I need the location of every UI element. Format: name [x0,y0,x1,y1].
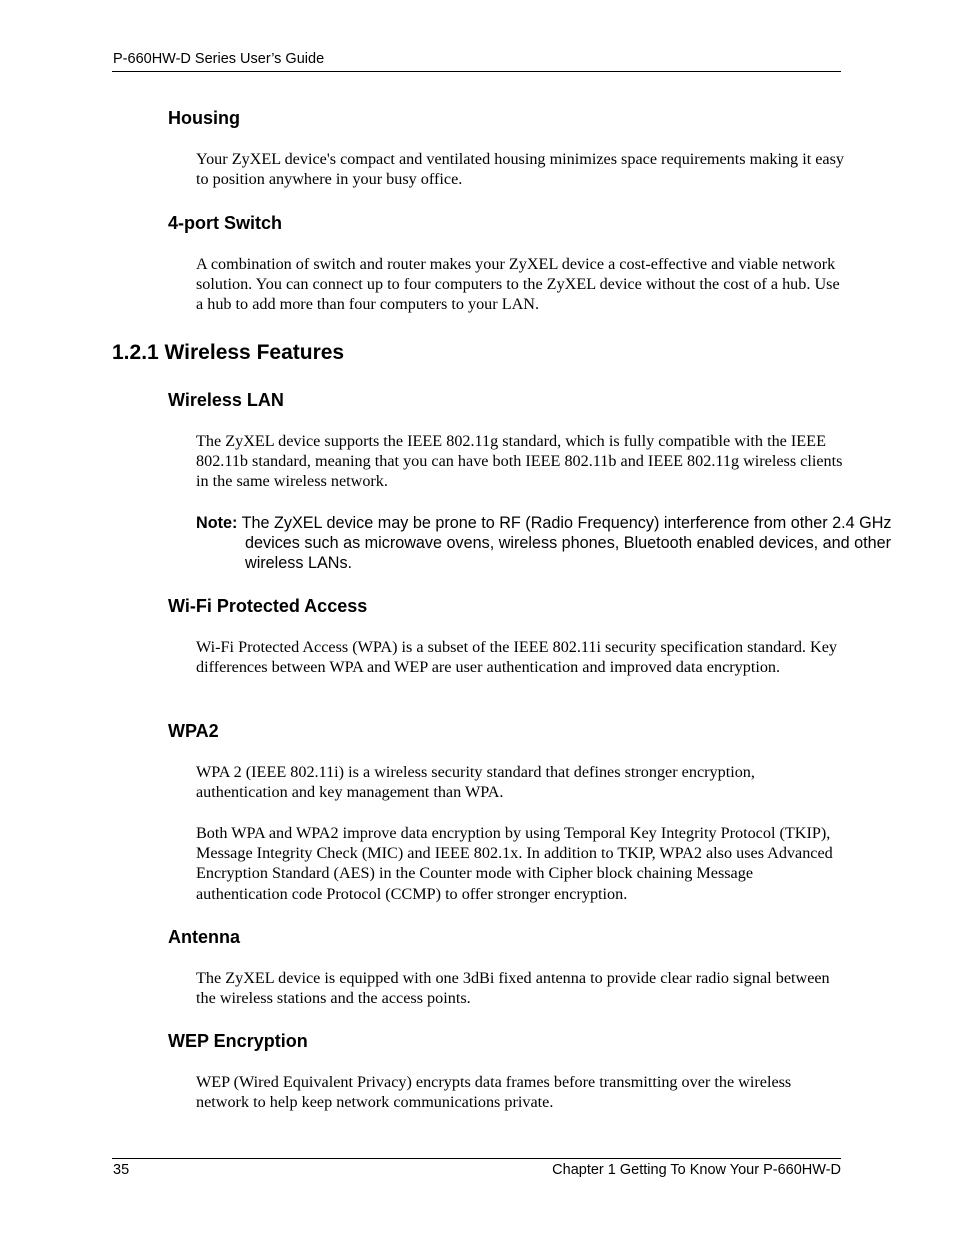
heading-wifi-protected-access: Wi-Fi Protected Access [168,596,368,616]
heading-antenna: Antenna [168,927,240,947]
section-heading-wireless-features: 1.2.1 Wireless Features [112,341,345,364]
paragraph-wpa2-definition: WPA 2 (IEEE 802.11i) is a wireless security standard that defines stronger encryption, authentication and key management than WPA. [196,763,755,802]
heading-wep-encryption: WEP Encryption [168,1031,308,1051]
page-number: 35 [113,1162,130,1178]
header-rule [112,71,841,72]
paragraph-4-port-switch: A combination of switch and router makes your ZyXEL device a cost-effective and viable network solution. You can connect up to four computers to the ZyXEL device without the cost of a hub. Use a hub to add more than four computers to your LAN. [196,255,840,314]
heading-wpa2: WPA2 [168,721,219,741]
paragraph-antenna: The ZyXEL device is equipped with one 3dBi fixed antenna to provide clear radio signal between the wireless stations and the access points. [196,969,830,1008]
heading-4-port-switch: 4-port Switch [168,213,283,233]
paragraph-wireless-lan: The ZyXEL device supports the IEEE 802.11g standard, which is fully compatible with the IEEE 802.11b standard, meaning that you can have both IEEE 802.11b and IEEE 802.11g wireless clients in the same wireless network. [196,432,843,491]
running-header: P-660HW-D Series User’s Guide [113,51,325,67]
paragraph-housing: Your ZyXEL device's compact and ventilated housing minimizes space requirements making it easy to position anywhere in your busy office. [196,150,845,189]
running-footer-chapter: Chapter 1 Getting To Know Your P-660HW-D [552,1162,841,1178]
footer-rule [112,1158,841,1159]
paragraph-wep-encryption: WEP (Wired Equivalent Privacy) encrypts data frames before transmitting over the wireless network to help keep network communications private. [196,1073,792,1112]
heading-wireless-lan: Wireless LAN [168,390,284,410]
note-label: Note: [196,514,238,532]
note-text: The ZyXEL device may be prone to RF (Radio Frequency) interference from other 2.4 GHz devices such as microwave ovens, wireless phones, Bluetooth enabled devices, and other wireless LANs. [241,514,892,573]
paragraph-wpa2-encryption: Both WPA and WPA2 improve data encryption by using Temporal Key Integrity Protocol (TKIP), Message Integrity Check (MIC) and IEEE 802.1x. In addition to TKIP, WPA2 also uses Advanced Encryption Standard (AES) in the Counter mode with Cipher block chaining Message authentication code Protocol (CCMP) to offer stronger encryption. [196,824,833,903]
note-rf-interference [196,513,895,574]
heading-housing: Housing [168,108,240,128]
paragraph-wifi-protected-access: Wi-Fi Protected Access (WPA) is a subset of the IEEE 802.11i security specification standard. Key differences between WPA and WEP are user authentication and improved data encryption. [196,638,837,677]
